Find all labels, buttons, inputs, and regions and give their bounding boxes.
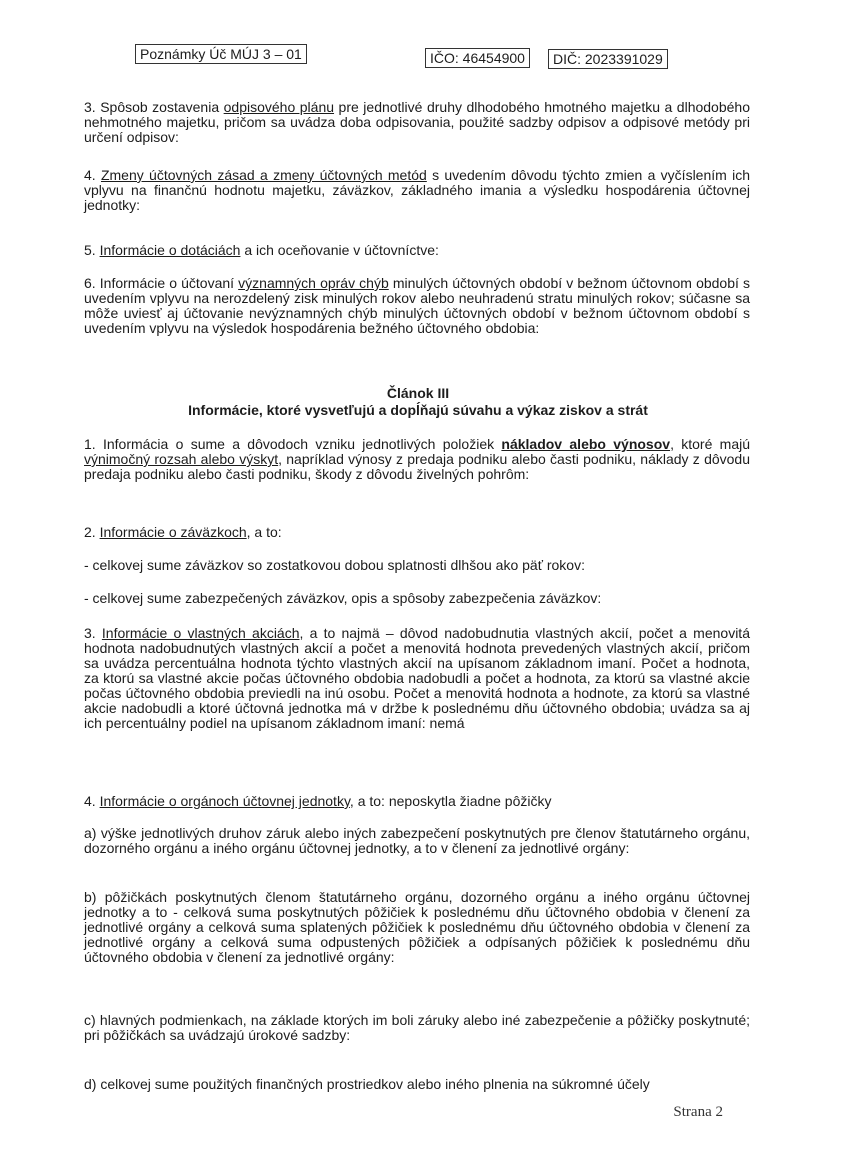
list-item-long-term-liabilities: - celkovej sume záväzkov so zostatkovou dobou splatnosti dlhšou ako päť rokov: bbox=[84, 557, 585, 573]
text: 4. bbox=[84, 167, 101, 183]
subitem-b-loans: b) pôžičkách poskytnutých členom štatutárneho orgánu, dozorného orgánu a iného orgánu účtovnej jednotky a to - celková suma poskytnutých pôžičiek k poslednému dňu účtovného obdobia v členení za jednotlivé orgány a celková suma splatených pôžičiek k poslednému dňu účtovného obdobia v členení za jednotlivé orgány a celková suma odpustených pôžičiek a odpísaných pôžičiek k poslednému dňu účtovného obdobia v členení za jednotlivé orgány: bbox=[84, 889, 750, 965]
paragraph-subsidies bbox=[84, 243, 750, 258]
list-item-secured-liabilities: - celkovej sume zabezpečených záväzkov, opis a spôsoby zabezpečenia záväzkov: bbox=[84, 590, 602, 606]
page-number: Strana 2 bbox=[673, 1104, 723, 1120]
text: , ktoré majú bbox=[670, 436, 751, 452]
paragraph-own-shares bbox=[84, 626, 750, 731]
underlined-term: výnimočný rozsah alebo výskyt bbox=[84, 451, 279, 467]
text: pre jednotlivé druhy dlhodobého hmotného majetku a dlhodobého nehmotného majetku, pričom sa uvádza doba odpisovania, použité sadzby odpisov a odpisové metódy pri určení odpisov: bbox=[84, 99, 750, 145]
underlined-term: Informácie o vlastných akciách bbox=[101, 625, 300, 641]
paragraph-depreciation-plan bbox=[84, 100, 750, 145]
text: s uvedením dôvodu týchto zmien a vyčíslením ich vplyvu na finančnú hodnotu majetku, záväzkov, základného imania a výsledku hospodárenia účtovnej jednotky: bbox=[84, 167, 750, 213]
subitem-a-guarantees: a) výške jednotlivých druhov záruk alebo iných zabezpečení poskytnutých pre členov štatutárneho orgánu, dozorného orgánu a iného orgánu účtovnej jednotky, a to v členení za jednotlivé orgány: bbox=[84, 825, 750, 856]
paragraph-accounting-changes bbox=[84, 168, 750, 213]
underlined-term: odpisového plánu bbox=[223, 99, 335, 115]
ico-box: IČO: 46454900 bbox=[425, 48, 530, 68]
underlined-term: Informácie o dotáciách bbox=[99, 242, 241, 258]
dic-box: DIČ: 2023391029 bbox=[548, 49, 668, 69]
underlined-term: Informácie o orgánoch účtovnej jednotky bbox=[99, 793, 350, 809]
text: , a to: neposkytla žiadne pôžičky bbox=[349, 793, 552, 809]
text: 2. bbox=[84, 524, 100, 540]
text: minulých účtovných období v bežnom účtovnom období s uvedením vplyvu na nerozdelený zisk minulých rokov alebo neuhradenú stratu minulých rokov; súčasne sa môže uviesť aj účtovanie nevýznamných chýb minulých účtovných období v bežnom účtovnom období s uvedením vplyvu na výsledok hospodárenia bežného účtovného obdobia: bbox=[84, 275, 750, 336]
underlined-term: Zmeny účtovných zásad a zmeny účtovných metód bbox=[100, 167, 427, 183]
underlined-term: Informácie o záväzkoch bbox=[99, 524, 247, 540]
text: 4. bbox=[84, 793, 100, 809]
paragraph-error-corrections bbox=[84, 276, 750, 336]
text: a ich oceňovanie v účtovníctve: bbox=[240, 242, 439, 258]
article-number: Článok III bbox=[386, 385, 450, 401]
text: 1. Informácia o sume a dôvodoch vzniku jednotlivých položiek bbox=[84, 436, 502, 452]
text: 3. bbox=[84, 625, 102, 641]
article-title: Informácie, ktoré vysvetľujú a dopĺňajú súvahu a výkaz ziskov a strát bbox=[188, 402, 648, 418]
text: 5. bbox=[84, 242, 100, 258]
text: , napríklad výnosy z predaja podniku alebo časti podniku, náklady z dôvodu predaja podniku alebo časti podniku, škody z dôvodu živelných pohrôm: bbox=[84, 451, 751, 482]
subitem-c-conditions: c) hlavných podmienkach, na základe ktorých im boli záruky alebo iné zabezpečenie a pôžičky poskytnuté; pri pôžičkách sa uvádzajú úrokové sadzby: bbox=[84, 1012, 750, 1043]
paragraph-exceptional-items bbox=[84, 437, 750, 482]
paragraph-liabilities bbox=[84, 525, 750, 540]
form-code-box: Poznámky Úč MÚJ 3 – 01 bbox=[135, 44, 307, 64]
text: , a to najmä – dôvod nadobudnutia vlastných akcií, počet a menovitá hodnota nadobudnutých vlastných akcií a počet a menovitá hodnota prevedených vlastných akcií, pričom sa uvádza percentuálna hodnota týchto vlastných akcií na upísanom základnom imaní. Počet a hodnota, za ktorú sa vlastné akcie počas účtovného obdobia nadobudli a počet a hodnota, za ktorú sa vlastné akcie počas účtovného obdobia previedli na inú osobu. Počet a menovitá hodnota a hodnote, za ktorú sa vlastné akcie nadobudli a ktoré účtovná jednotka má v držbe k poslednému dňu účtovného obdobia; uvádza sa aj ich percentuálny podiel na upísanom základnom imaní: nemá bbox=[84, 625, 750, 731]
bold-term: nákladov alebo výnosov bbox=[501, 436, 671, 452]
underlined-term: významných opráv chýb bbox=[238, 275, 389, 291]
paragraph-company-bodies bbox=[84, 794, 750, 809]
text: 6. Informácie o účtovaní bbox=[84, 275, 239, 291]
text: 3. Spôsob zostavenia bbox=[84, 99, 224, 115]
text: , a to: bbox=[246, 524, 282, 540]
subitem-d-private-use: d) celkovej sume použitých finančných prostriedkov alebo iného plnenia na súkromné účely bbox=[84, 1076, 650, 1092]
